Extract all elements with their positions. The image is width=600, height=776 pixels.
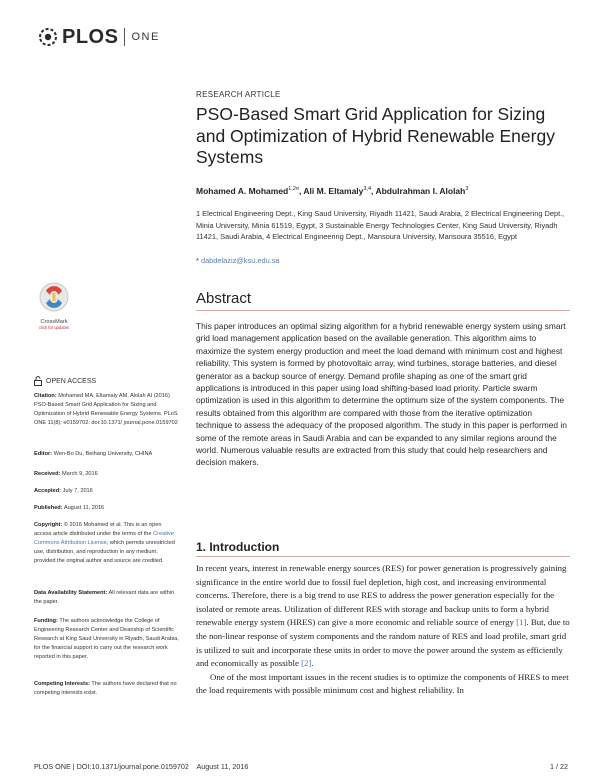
abstract-heading: Abstract (196, 290, 252, 307)
intro-paragraph-2: One of the most important issues in the recent studies is to optimize the components of HRES to meet the load requirements with possible minimum cost and highest reliability. In (196, 671, 569, 696)
intro-divider (196, 556, 570, 557)
editor-label: Editor: (34, 451, 53, 457)
citation-text: Mohamed MA, Eltamaly AM, Alolah AI (2016) PSO-Based Smart Grid Application for Sizing and Optimization of Hybrid Renewable Energy Systems. PLoS ONE 11(8): e0159702. doi:10.1371/ journal.pone.0159702 (34, 393, 178, 426)
competing-interests-text: The authors have declared that no competing interests exist. (34, 681, 177, 696)
crossmark-icon (39, 282, 69, 312)
intro-text-b: . But, due to the non-linear response of system components and the random nature of RES and load profile, smart grid is utilized to suit and incorporate these units in order to move the power around the system as efficiently and economically as possible (196, 617, 570, 669)
received-label: Received: (34, 471, 61, 477)
intro-body (196, 562, 572, 698)
open-access (34, 376, 96, 386)
logo-divider (124, 28, 125, 46)
copyright-label: Copyright: (34, 522, 63, 528)
author-separator: , (371, 186, 376, 196)
data-availability-label: Data Availability Statement: (34, 590, 108, 596)
author-separator: , (298, 186, 304, 196)
author-affil-sup: 3,4 (363, 186, 372, 193)
article-title: PSO-Based Smart Grid Application for Sizing and Optimization of Hybrid Renewable Energy Systems (196, 104, 555, 167)
license-link[interactable]: Creative Commons Attribution License (34, 530, 174, 546)
intro-paragraph-1 (196, 562, 572, 671)
author-name: Mohamed A. Mohamed (196, 186, 289, 196)
crossmark-label: CrossMark (40, 319, 68, 325)
published-label: Published: (34, 505, 63, 511)
intro-heading: 1. Introduction (196, 540, 280, 554)
accepted-label: Accepted: (34, 488, 62, 494)
crossmark-badge[interactable] (34, 282, 74, 330)
abstract-divider (196, 310, 570, 311)
intro-text-c: . (311, 658, 314, 669)
editor-block (34, 450, 179, 459)
open-lock-icon (34, 376, 42, 386)
author-affil-sup: 1,2¤ (288, 186, 299, 193)
author-name: Ali M. Eltamaly (303, 186, 364, 196)
funding-block (34, 617, 179, 662)
page-footer (34, 762, 568, 771)
citation-link-1[interactable]: [1] (516, 617, 527, 628)
editor-text: Wen-Bo Du, Beihang University, CHINA (53, 451, 153, 457)
competing-interests-label: Competing Interests: (34, 681, 90, 687)
email-star: * (196, 256, 199, 265)
corresponding-email[interactable] (196, 256, 280, 265)
citation-label: Citation: (34, 393, 57, 399)
email-link[interactable]: dabdelaziz@ksu.edu.sa (200, 256, 280, 265)
citation-link-2[interactable]: [2] (301, 658, 312, 669)
published-date: August 11, 2016 (63, 505, 105, 511)
copyright-block (34, 521, 179, 566)
funding-label: Funding: (34, 618, 58, 624)
copyright-text-a: © 2016 Mohamed et al. This is an open access article distributed under the terms of the (34, 522, 162, 537)
received-date: March 9, 2016 (62, 471, 98, 477)
article-type: RESEARCH ARTICLE (196, 90, 281, 99)
plos-logo-icon (38, 27, 58, 47)
copyright-text-b: , which permits unrestricted use, distribution, and reproduction in any medium, provided the original author and source are credited. (34, 539, 175, 564)
competing-interests-block (34, 680, 179, 698)
published-block (34, 504, 179, 513)
accepted-block (34, 487, 179, 496)
author-affil-sup: 3 (465, 186, 469, 193)
author-name: Abdulrahman I. Alolah (375, 186, 466, 196)
crossmark-sub: click for updates (38, 325, 70, 330)
logo-word: PLOS (62, 25, 119, 48)
page-number: 1 / 22 (550, 762, 568, 771)
data-availability-block (34, 589, 179, 607)
journal-logo (38, 24, 160, 50)
data-availability-text: All relevant data are within the paper. (34, 590, 175, 605)
citation-block (34, 392, 179, 428)
author-list (196, 186, 576, 196)
footer-doi: PLOS ONE | DOI:10.1371/journal.pone.0159702 August 11, 2016 (34, 762, 249, 771)
received-block (34, 470, 179, 479)
affiliations: 1 Electrical Engineering Dept., King Saud University, Riyadh 11421, Saudi Arabia, 2 Electrical Engineering Dept., Minia University, Minia 61519, Egypt, 3 Sustainable Energy Technologies Center, King Saud University, Riyadh 11421, Saudi Arabia, 4 Electrical Engineering Dept., Mansoura University, Mansoura 35516, Egypt (196, 209, 565, 241)
accepted-date: July 7, 2016 (62, 488, 93, 494)
intro-text-a: In recent years, interest in renewable energy sources (RES) for power generation is progressively gaining significance in the entire world due to fossil fuel depletion, high cost, and increasing environmental concerns. Therefore, there is a big trend to use RES to address the power generation especially for the isolated or remote areas. Utilization of different RES with storage and backup units to form a hybrid renewable energy system (HRES) can give a more economic and reliable source of energy (196, 563, 567, 628)
open-access-label: OPEN ACCESS (46, 377, 97, 385)
funding-text: The authors acknowledge the College of Engineering Research Center and Deanship of Scientific Research at King Saud University in Riyadh, Saudi Arabia, for the financial support to carry out the research work reported in this paper. (34, 618, 179, 660)
abstract-text: This paper introduces an optimal sizing algorithm for a hybrid renewable energy system using smart grid load management application based on the available generation. This algorithm aims to maximize the system energy production and meet the load demand with minimum cost and highest reliability. This system is formed by photovoltaic array, wind turbines, storage batteries, and diesel generator as a backup source of energy. Demand profile shaping as one of the smart grid applications is introduced in this paper using load shifting-based load priority. Particle swarm optimization is used in this algorithm to determine the optimum size of the system components. The results obtained from this algorithm are compared with those from the iterative optimization technique to assess the adequacy of the proposed algorithm. The study in this paper is performed in some of the remote areas in Saudi Arabia and can be expanded to any similar regions around the world. Numerous valuable results are extracted from this study that could help researchers and decision makers. (196, 321, 567, 468)
logo-journal: ONE (131, 31, 160, 43)
